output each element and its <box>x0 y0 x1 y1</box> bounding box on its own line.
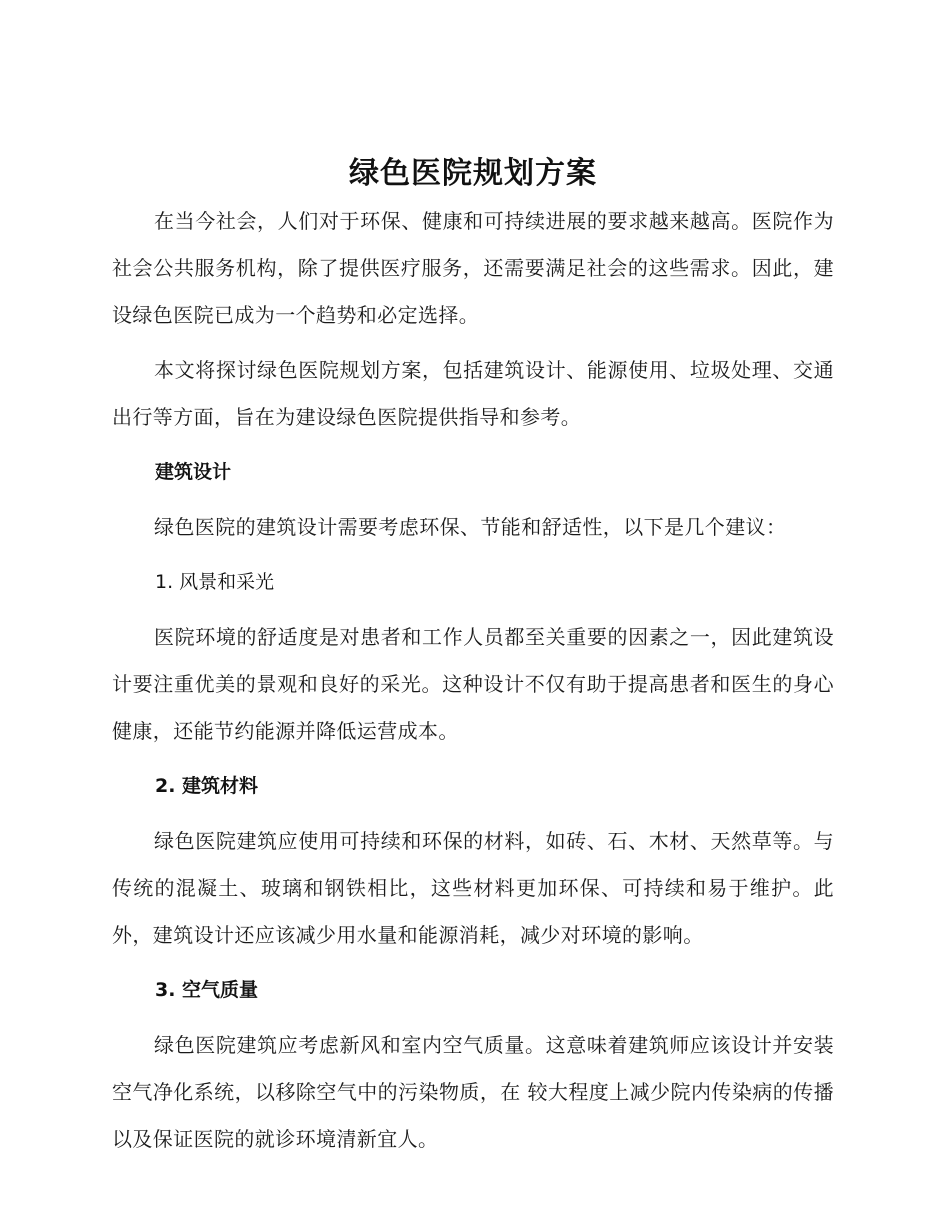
section-intro-paragraph: 绿色医院的建筑设计需要考虑环保、节能和舒适性，以下是几个建议： <box>154 515 787 539</box>
item-heading-air-quality: 3. 空气质量 <box>155 979 259 1001</box>
section-heading-architecture: 建筑设计 <box>155 461 232 483</box>
document-title: 绿色医院规划方案 <box>349 156 597 191</box>
intro-paragraph-2: 本文将探讨绿色医院规划方案，包括建筑设计、能源使用、垃圾处理、交通出行等方面，旨在为建设绿色医院提供指导和参考。 <box>112 358 834 429</box>
item-heading-landscape-lighting: 1. 风景和采光 <box>155 571 275 593</box>
intro-paragraph-1: 在当今社会，人们对于环保、健康和可持续进展的要求越来越高。医院作为社会公共服务机构，除了提供医疗服务，还需要满足社会的这些需求。因此，建设绿色医院已成为一个趋势和必定选择。 <box>112 209 834 327</box>
item-paragraph-landscape-lighting: 医院环境的舒适度是对患者和工作人员都至关重要的因素之一，因此建筑设计要注重优美的景观和良好的采光。这种设计不仅有助于提高患者和医生的身心健康，还能节约能源并降低运营成本。 <box>112 625 834 743</box>
item-paragraph-building-materials: 绿色医院建筑应使用可持续和环保的材料，如砖、石、木材、天然草等。与传统的混凝土、玻璃和钢铁相比，这些材料更加环保、可持续和易于维护。此外，建筑设计还应该减少用水量和能源消耗，减少对环境的影响。 <box>112 829 834 947</box>
document-page <box>112 150 834 1171</box>
item-heading-building-materials: 2. 建筑材料 <box>155 775 259 797</box>
item-paragraph-air-quality: 绿色医院建筑应考虑新风和室内空气质量。这意味着建筑师应该设计并安装空气净化系统，以移除空气中的污染物质，在 较大程度上减少院内传染病的传播以及保证医院的就诊环境清新宜人。 <box>112 1033 834 1151</box>
